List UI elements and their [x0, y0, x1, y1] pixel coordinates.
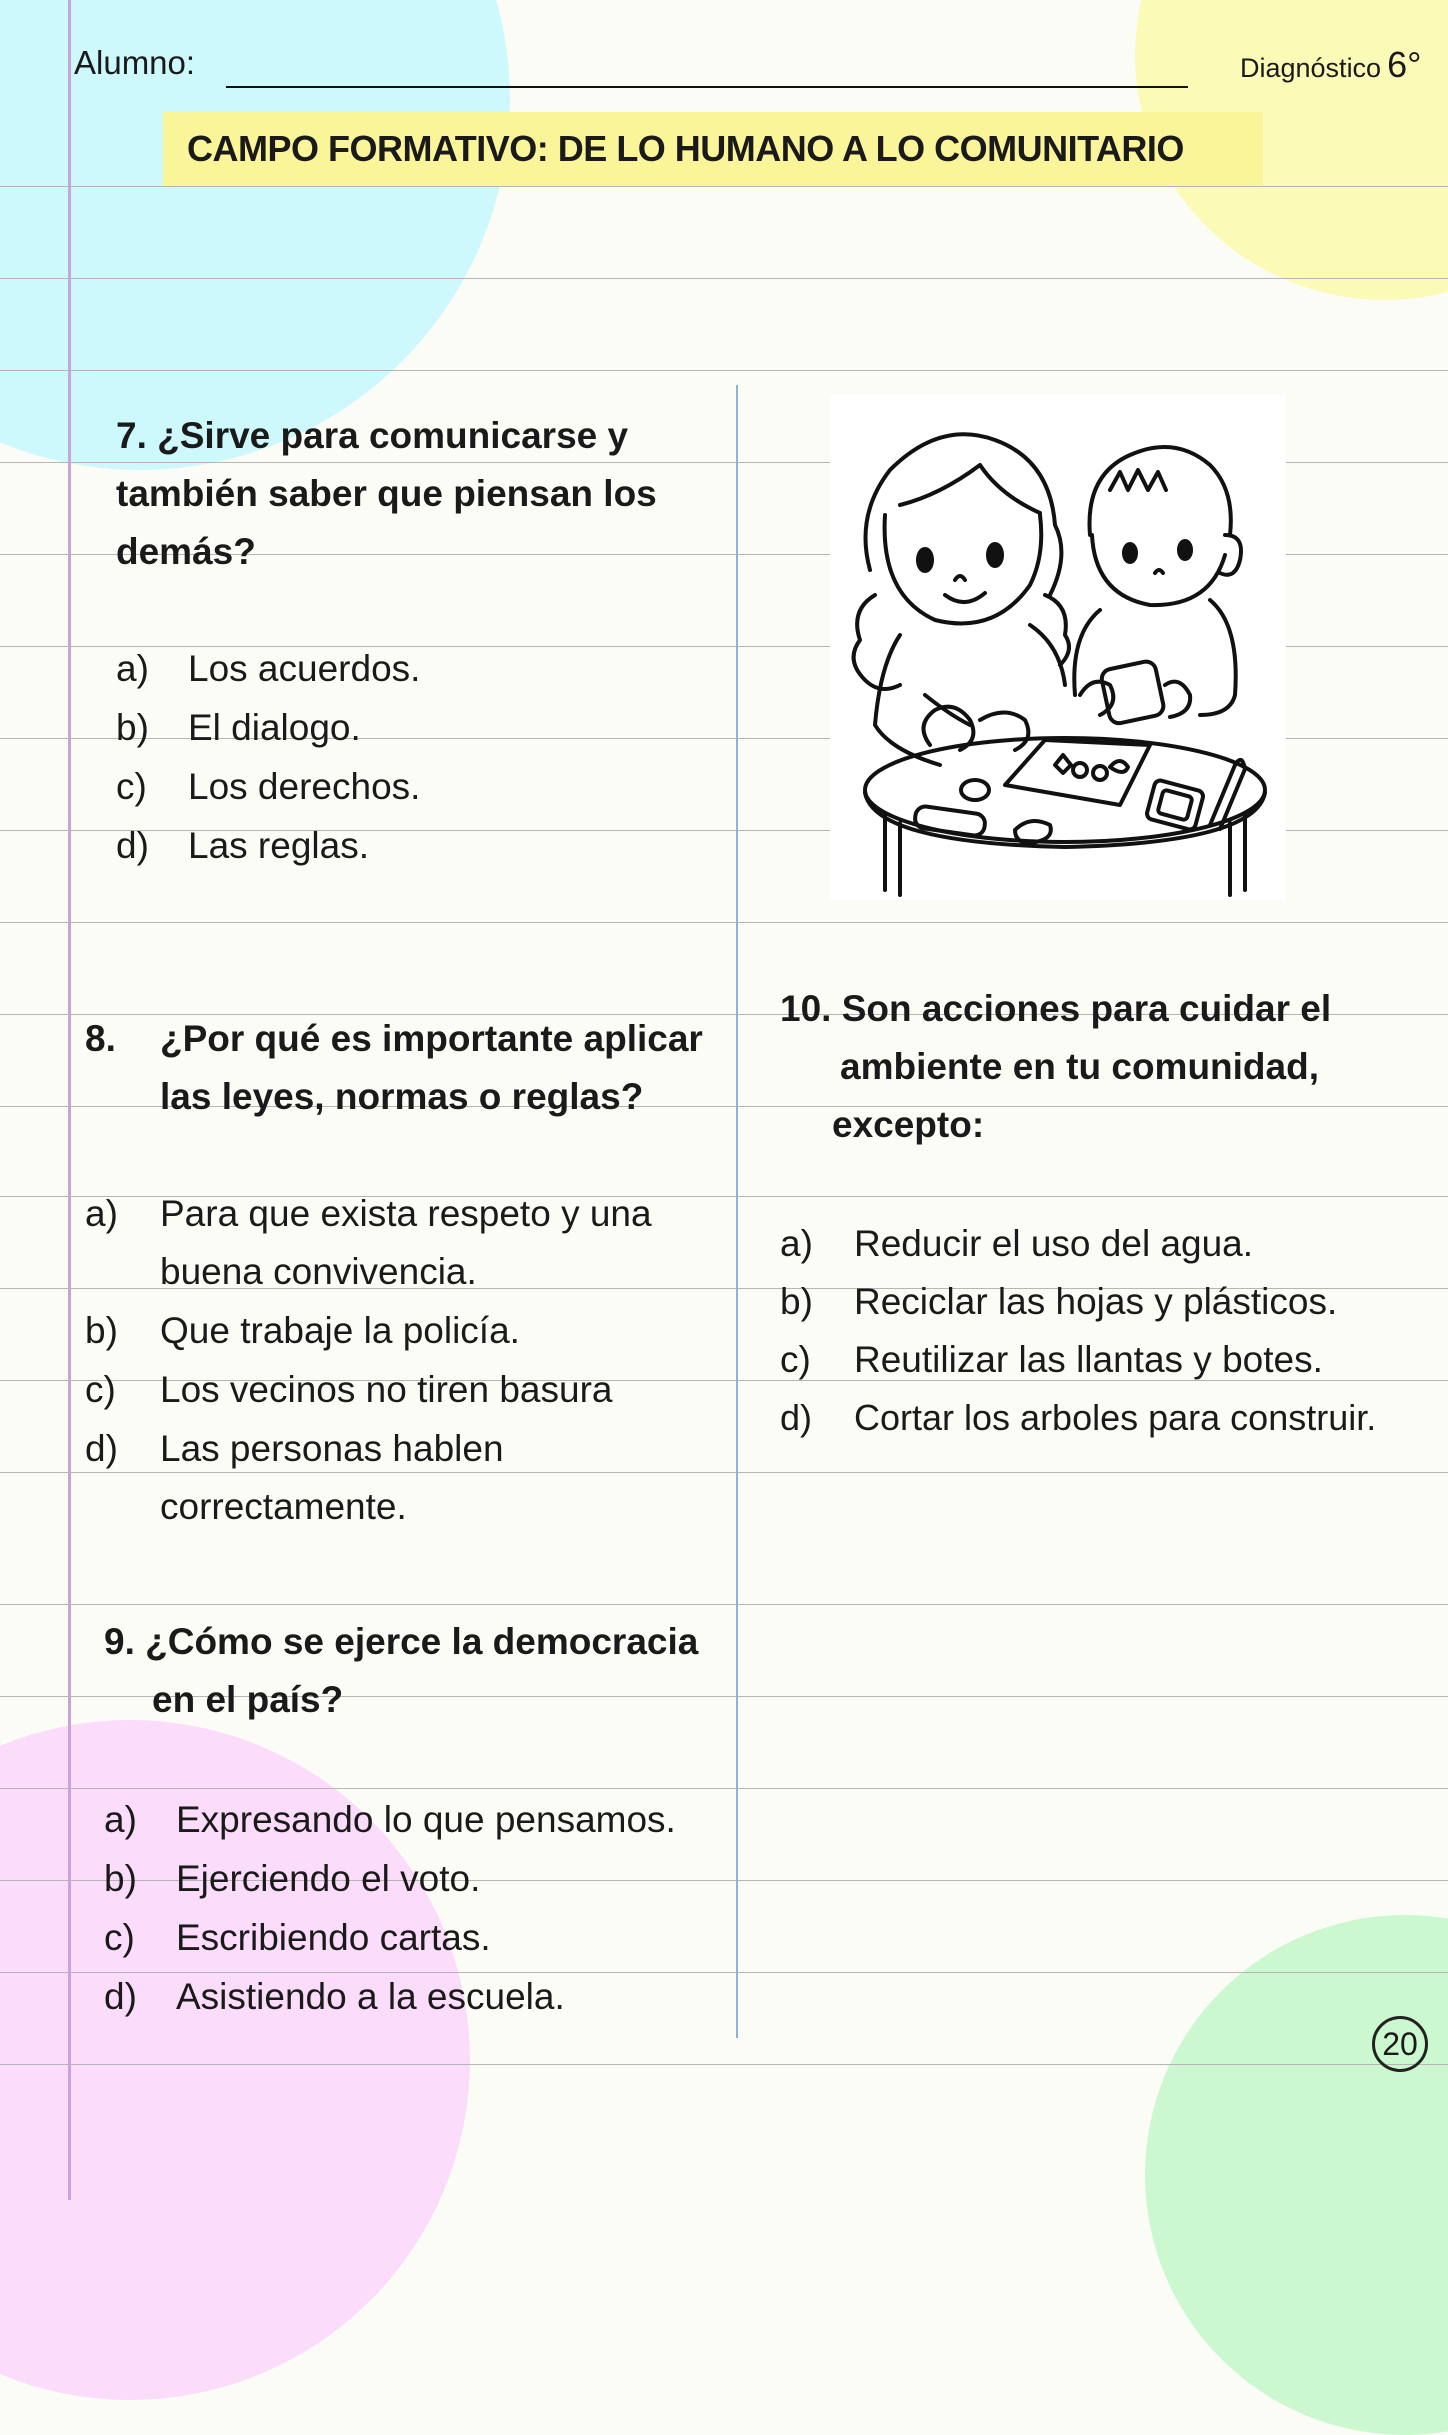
q7-option-b-letter: b)	[116, 707, 149, 748]
q9-option-c-text: Escribiendo cartas.	[176, 1917, 491, 1958]
q8-option-a-letter: a)	[85, 1193, 118, 1234]
question-7-line-1: 7. ¿Sirve para comunicarse y	[116, 415, 629, 456]
q8-option-c-letter: c)	[85, 1369, 116, 1410]
q9-option-a[interactable]	[104, 1791, 676, 1849]
grade: 6°	[1387, 44, 1422, 85]
question-7-line-3: demás?	[116, 531, 256, 572]
question-10-line-3: excepto:	[832, 1104, 985, 1145]
q9-option-b-letter: b)	[104, 1858, 137, 1899]
q7-option-b[interactable]	[116, 699, 361, 757]
q10-option-c-letter: c)	[780, 1339, 811, 1380]
children-clay-illustration	[830, 395, 1286, 900]
q8-option-a[interactable]	[85, 1185, 652, 1292]
question-7-line-2: también saber que piensan los	[116, 473, 657, 514]
question-10-line-1: 10. Son acciones para cuidar el	[780, 988, 1332, 1029]
q8-option-d[interactable]	[85, 1420, 504, 1527]
q8-option-c-text: Los vecinos no tiren basura	[160, 1369, 613, 1410]
q10-option-c[interactable]	[780, 1331, 1323, 1389]
q9-option-a-letter: a)	[104, 1799, 137, 1840]
q8-option-d-line-1: Las personas hablen	[160, 1428, 504, 1469]
q7-option-a-text: Los acuerdos.	[188, 648, 421, 689]
q8-option-a-line-2: buena convivencia.	[160, 1251, 477, 1292]
diagnostic-text: Diagnóstico	[1240, 53, 1382, 83]
student-name-line[interactable]	[226, 86, 1188, 88]
q9-option-d[interactable]	[104, 1968, 565, 2026]
question-7-title	[116, 407, 657, 581]
q10-option-b[interactable]	[780, 1273, 1338, 1331]
q8-option-a-text	[160, 1185, 652, 1301]
question-8-title	[85, 1010, 703, 1126]
diagnostic-label	[1240, 44, 1422, 86]
q7-option-d-text: Las reglas.	[188, 825, 369, 866]
question-9-title	[104, 1613, 698, 1729]
q7-option-a[interactable]	[116, 640, 421, 698]
q8-option-d-letter: d)	[85, 1428, 118, 1469]
q10-option-b-letter: b)	[780, 1281, 813, 1322]
q10-option-b-text: Reciclar las hojas y plásticos.	[854, 1281, 1338, 1322]
column-divider	[736, 385, 738, 2038]
q9-option-a-text: Expresando lo que pensamos.	[176, 1799, 676, 1840]
decorative-green-circle	[1145, 1915, 1448, 2435]
q9-option-c[interactable]	[104, 1909, 491, 1967]
q10-option-a-letter: a)	[780, 1223, 813, 1264]
q8-option-b[interactable]	[85, 1302, 520, 1360]
question-10-title	[780, 980, 1331, 1154]
question-8-line-1: ¿Por qué es importante aplicar	[160, 1018, 703, 1059]
campo-formativo-title: CAMPO FORMATIVO: DE LO HUMANO A LO COMUNITARIO	[163, 112, 1263, 186]
q10-option-d-letter: d)	[780, 1397, 813, 1438]
q7-option-d[interactable]	[116, 817, 369, 875]
q7-option-a-letter: a)	[116, 648, 149, 689]
question-8-line-2: las leyes, normas o reglas?	[160, 1076, 644, 1117]
q8-option-d-line-2: correctamente.	[160, 1486, 407, 1527]
q9-option-b[interactable]	[104, 1850, 481, 1908]
question-9-line-1: 9. ¿Cómo se ejerce la democracia	[104, 1621, 699, 1662]
q7-option-c-letter: c)	[116, 766, 147, 807]
q9-option-b-text: Ejerciendo el voto.	[176, 1858, 481, 1899]
page-number: 20	[1372, 2016, 1428, 2072]
q8-option-b-text: Que trabaje la policía.	[160, 1310, 520, 1351]
question-9-line-2: en el país?	[152, 1679, 344, 1720]
q7-option-b-text: El dialogo.	[188, 707, 361, 748]
q7-option-d-letter: d)	[116, 825, 149, 866]
q8-option-a-line-1: Para que exista respeto y una	[160, 1193, 652, 1234]
q7-option-c-text: Los derechos.	[188, 766, 421, 807]
q8-option-b-letter: b)	[85, 1310, 118, 1351]
q9-option-c-letter: c)	[104, 1917, 135, 1958]
q10-option-c-text: Reutilizar las llantas y botes.	[854, 1339, 1323, 1380]
question-8-number: 8.	[85, 1018, 116, 1059]
q10-option-a-text: Reducir el uso del agua.	[854, 1223, 1254, 1264]
q10-option-a[interactable]	[780, 1215, 1254, 1273]
q10-option-d-text: Cortar los arboles para construir.	[854, 1397, 1377, 1438]
q9-option-d-text: Asistiendo a la escuela.	[176, 1976, 565, 2017]
margin-line	[68, 0, 71, 2200]
student-label: Alumno:	[74, 44, 196, 81]
q10-option-d[interactable]	[780, 1389, 1377, 1447]
q9-option-d-letter: d)	[104, 1976, 137, 2017]
q7-option-c[interactable]	[116, 758, 421, 816]
q8-option-d-text	[160, 1420, 504, 1536]
q8-option-c[interactable]	[85, 1361, 613, 1419]
question-10-line-2: ambiente en tu comunidad,	[840, 1046, 1319, 1087]
